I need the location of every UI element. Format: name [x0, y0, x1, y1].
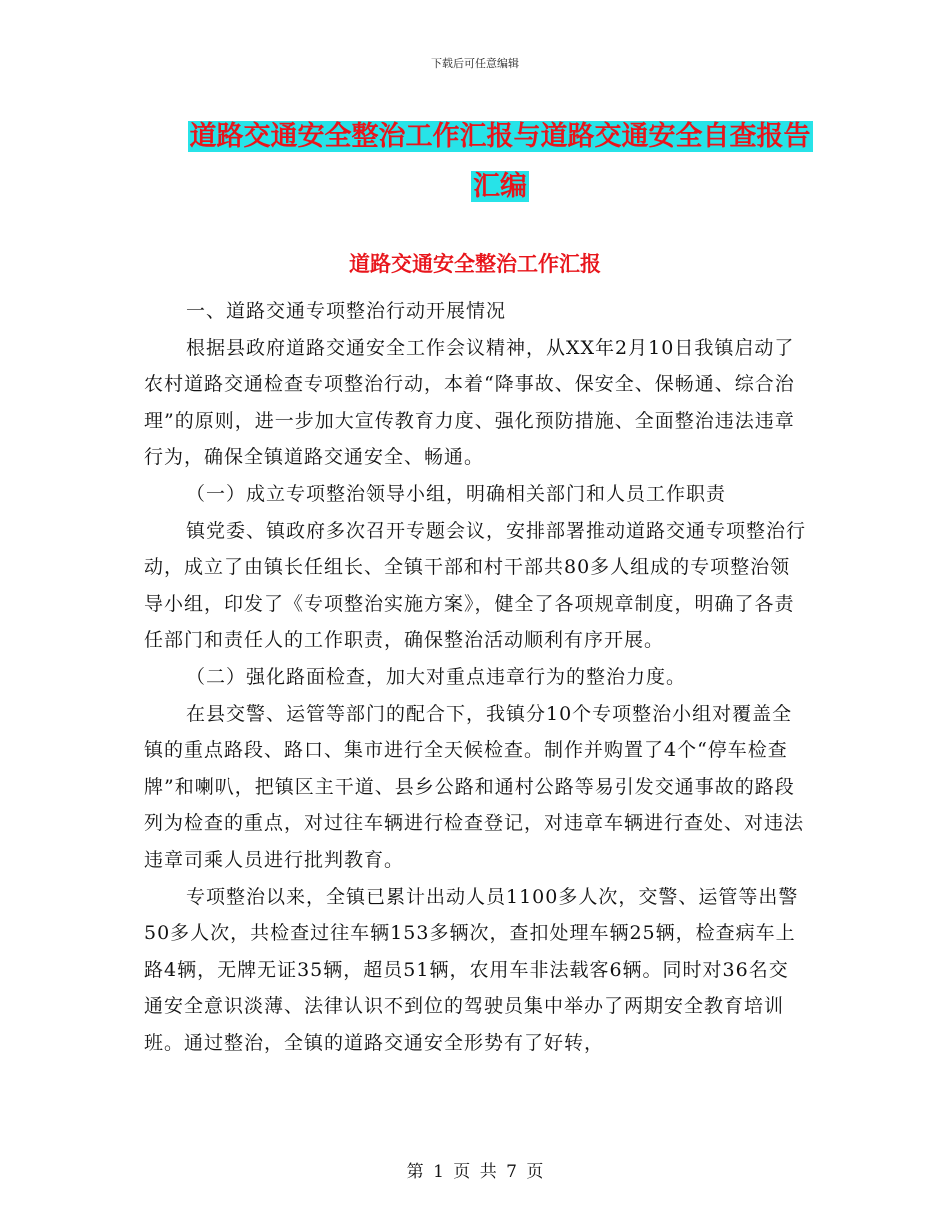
paragraph: 镇党委、镇政府多次召开专题会议，安排部署推动道路交通专项整治行动，成立了由镇长任组长、全镇干部和村干部共80多人组成的专项整治领导小组，印发了《专项整治实施方案》，健全了各项规章制度，明确了各责任部门和责任人的工作职责，确保整治活动顺利有序开展。: [144, 519, 807, 652]
document-body: [144, 293, 808, 1061]
document-title: [140, 112, 860, 212]
paragraph-heading-1: 一、道路交通专项整治行动开展情况: [186, 300, 507, 322]
paragraph-subheading-2: （二）强化路面检查，加大对重点违章行为的整治力度。: [186, 665, 687, 688]
header-note: 下载后可任意编辑: [431, 57, 519, 70]
document-title-line2: 汇编: [473, 171, 527, 202]
paragraph: 根据县政府道路交通安全工作会议精神，从XX年2月10日我镇启动了农村道路交通检查专项整治行动，本着“降事故、保安全、保畅通、综合治理”的原则，进一步加大宣传教育力度、强化预防措施、全面整治违法违章行为，确保全镇道路交通安全、畅通。: [144, 336, 795, 469]
page-number: 第 1 页 共 7 页: [406, 1162, 544, 1182]
paragraph-subheading-1: （一）成立专项整治领导小组，明确相关部门和人员工作职责: [186, 482, 727, 505]
paragraph: 专项整治以来，全镇已累计出动人员1100多人次，交警、运管等出警50多人次，共检查过往车辆153多辆次，查扣处理车辆25辆，检查病车上路4辆，无牌无证35辆，超员51辆，农用车非法载客6辆。同时对36名交通安全意识淡薄、法律认识不到位的驾驶员集中举办了两期安全教育培训班。通过整治，全镇的道路交通安全形势有了好转，: [144, 885, 799, 1054]
section-title: 道路交通安全整治工作汇报: [349, 251, 601, 276]
document-title-line1: 道路交通安全整治工作汇报与道路交通安全自查报告: [189, 121, 811, 152]
paragraph: 在县交警、运管等部门的配合下，我镇分10个专项整治小组对覆盖全镇的重点路段、路口、集市进行全天候检查。制作并购置了4个“停车检查牌”和喇叭，把镇区主干道、县乡公路和通村公路等易引发交通事故的路段列为检查的重点，对过往车辆进行检查登记，对违章车辆进行查处、对违法违章司乘人员进行批判教育。: [144, 702, 805, 871]
